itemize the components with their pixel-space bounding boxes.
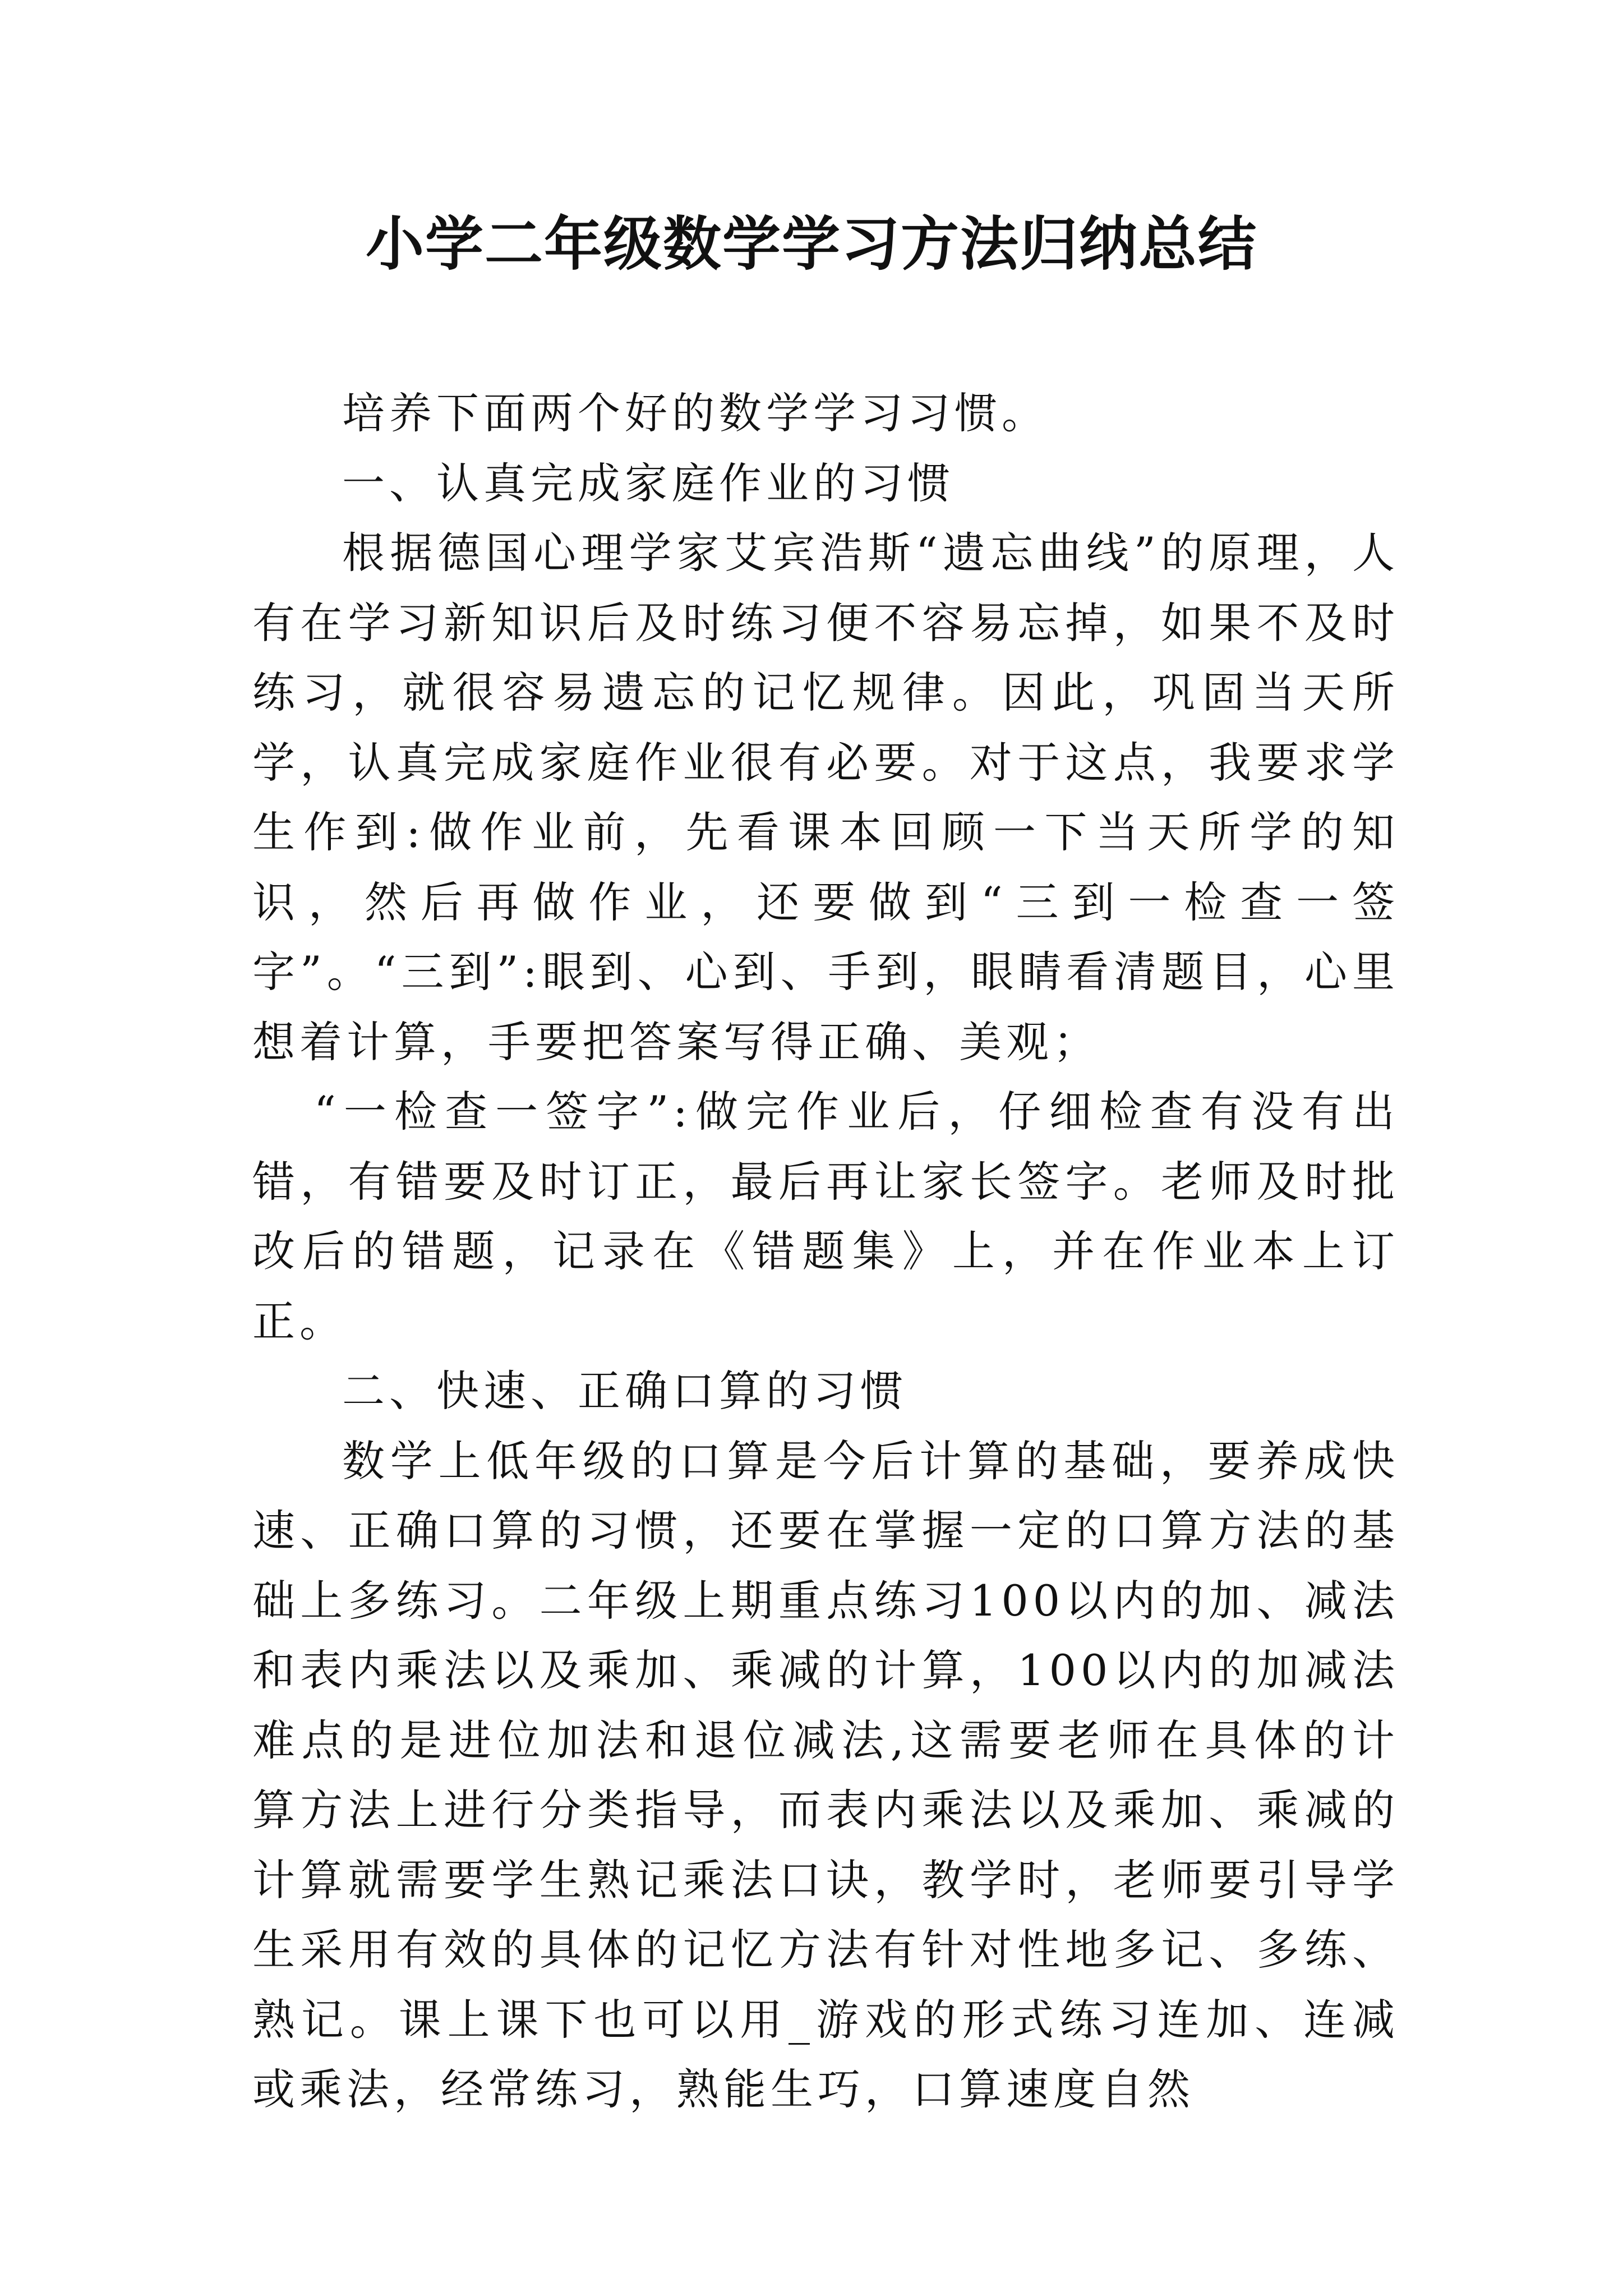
section-heading-homework: 一、认真完成家庭作业的习惯	[342, 458, 955, 508]
check-sign-paragraph: “一检查一签字”:做完作业后，仔细检查有没有出错，有错要及时订正，最后再让家长签字。老师及时批改后的错题，记录在《错题集》上，并在作业本上订正。	[252, 1087, 1399, 1346]
homework-paragraph: 根据德国心理学家艾宾浩斯“遗忘曲线”的原理，人有在学习新知识后及时练习便不容易忘掉，如果不及时练习，就很容易遗忘的记忆规律。因此，巩固当天所学，认真完成家庭作业很有必要。对于这点，我要求学生作到:做作业前，先看课本回顾一下当天所学的知识，然后再做作业，还要做到“三到一检查一签字”。“三到”:眼到、心到、手到，眼睛看清题目，心里想着计算，手要把答案写得正确、美观；	[252, 528, 1399, 1067]
document-title: 小学二年级数学学习方法归纳总结	[365, 209, 1257, 278]
mental-math-paragraph: 数学上低年级的口算是今后计算的基础，要养成快速、正确口算的习惯，还要在掌握一定的口算方法的基础上多练习。二年级上期重点练习100以内的加、减法和表内乘法以及乘加、乘减的计算，100以内的加减法难点的是进位加法和退位减法,这需要老师在具体的计算方法上进行分类指导，而表内乘法以及乘加、乘减的计算就需要学生熟记乘法口诀，教学时，老师要引导学生采用有效的具体的记忆方法有针对性地多记、多练、熟记。课上课下也可以用_游戏的形式练习连加、连减或乘法，经常练习，熟能生巧，口算速度自然	[252, 1435, 1399, 2114]
intro-paragraph: 培养下面两个好的数学学习习惯。	[342, 388, 1049, 438]
section-heading-mental-math: 二、快速、正确口算的习惯	[342, 1366, 907, 1416]
document-body	[252, 379, 1399, 2125]
